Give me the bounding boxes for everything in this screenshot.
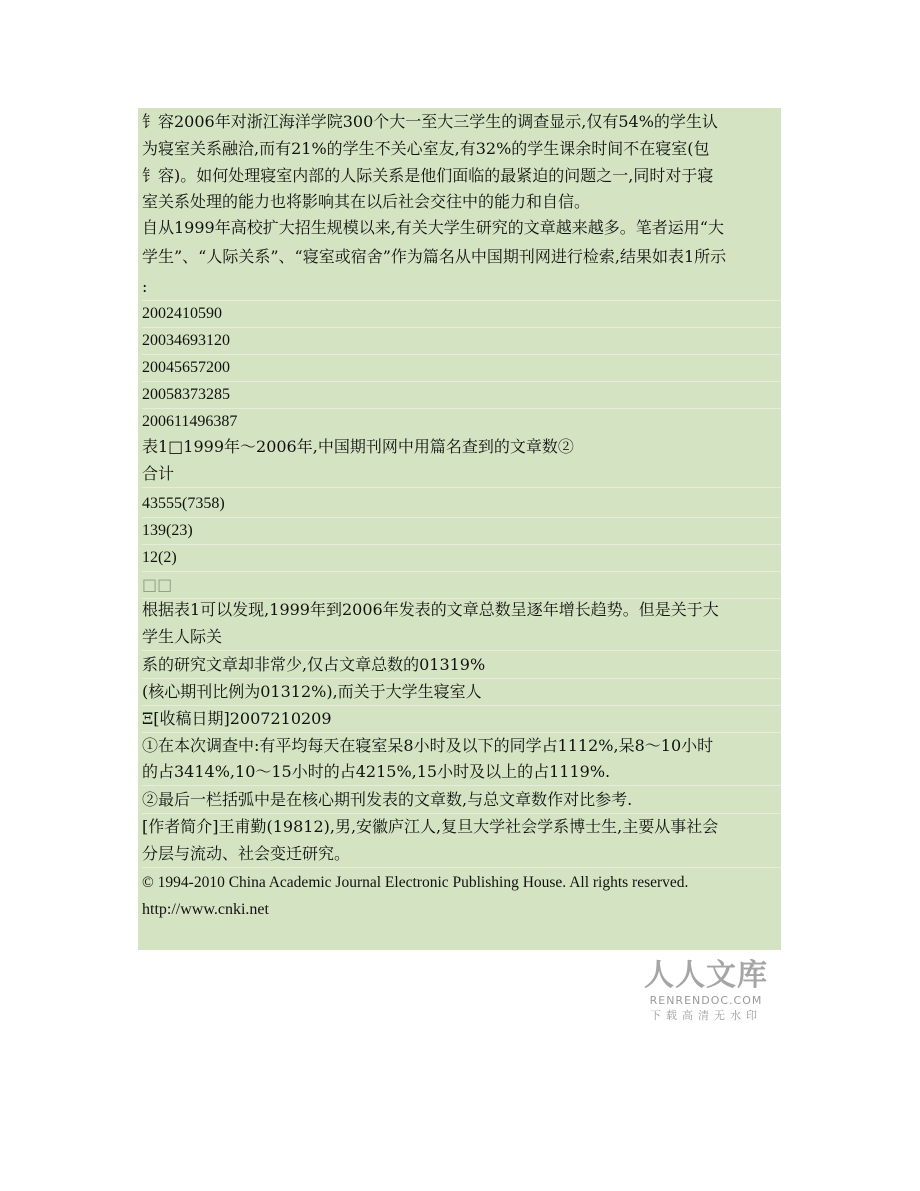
watermark-site: RENRENDOC.COM bbox=[649, 994, 763, 1007]
footnote-1: ①在本次调查中:有平均每天在寝室呆8小时及以下的同学占1112%,呆8～10小时 bbox=[142, 736, 714, 755]
author-bio-cont: 分层与流动、社会变迁研究。 bbox=[142, 841, 781, 868]
text-line: 根据表1可以发现,1999年到2006年发表的文章总数呈逐年增长趋势。但是关于大 bbox=[142, 600, 719, 619]
text-line: 自从1999年高校扩大招生规模以来,有关大学生研究的文章越来越多。笔者运用“大 bbox=[142, 218, 724, 237]
table-row: 20058373285 bbox=[142, 382, 781, 409]
table-row: 43555(7358) bbox=[142, 491, 781, 518]
table-row: 200611496387 bbox=[142, 413, 238, 430]
text-line: (核心期刊比例为01312%),而关于大学生寝室人 bbox=[142, 679, 781, 706]
watermark-subtitle: 下载高清无水印 bbox=[650, 1009, 762, 1022]
footnote-2: ②最后一栏括弧中是在核心期刊发表的文章数,与总文章数作对比参考. bbox=[142, 787, 781, 814]
author-bio: [作者简介]王甫勤(19812),男,安徽庐江人,复旦大学社会学系博士生,主要从事社会 bbox=[142, 817, 719, 836]
text-line: 钅容2006年对浙江海洋学院300个大一至大三学生的调查显示,仅有54%的学生认 bbox=[142, 112, 718, 131]
table-row: 20045657200 bbox=[142, 355, 781, 382]
source-url: http://www.cnki.net bbox=[142, 901, 269, 918]
table-row: 139(23) bbox=[142, 518, 781, 545]
footnote-1-cont: 的占3414%,10～15小时的占4215%,15小时及以上的占1119%. bbox=[142, 759, 781, 786]
watermark-title: 人人文库 bbox=[644, 958, 768, 993]
text-line: : bbox=[142, 274, 781, 301]
table-row: 2002410590 bbox=[142, 301, 781, 328]
table-total-label: 合计 bbox=[142, 461, 781, 488]
table-row: 12(2) bbox=[142, 545, 781, 572]
placeholder-glyphs: □□ bbox=[142, 572, 781, 599]
received-date: Ξ[收稿日期]2007210209 bbox=[142, 706, 781, 733]
table-caption: 表1□1999年～2006年,中国期刊网中用篇名查到的文章数② bbox=[142, 437, 574, 456]
document-page bbox=[138, 108, 781, 950]
text-line: 为寝室关系融洽,而有21%的学生不关心室友,有32%的学生课余时间不在寝室(包 bbox=[142, 139, 710, 158]
text-line: 学生”、“人际关系”、“寝室或宿舍”作为篇名从中国期刊网进行检索,结果如表1所示 bbox=[142, 247, 727, 266]
text-line: 系的研究文章却非常少,仅占文章总数的01319% bbox=[142, 652, 781, 679]
table-row: 20034693120 bbox=[142, 328, 781, 355]
text-line: 钅容)。如何处理寝室内部的人际关系是他们面临的最紧迫的问题之一,同时对于寝 bbox=[142, 166, 714, 185]
watermark-logo bbox=[638, 958, 774, 1024]
text-line: 学生人际关 bbox=[142, 624, 781, 651]
copyright-notice: © 1994-2010 China Academic Journal Electronic Publishing House. All rights reserved. bbox=[142, 874, 689, 891]
text-line: 室关系处理的能力也将影响其在以后社会交往中的能力和自信。 bbox=[142, 192, 591, 211]
